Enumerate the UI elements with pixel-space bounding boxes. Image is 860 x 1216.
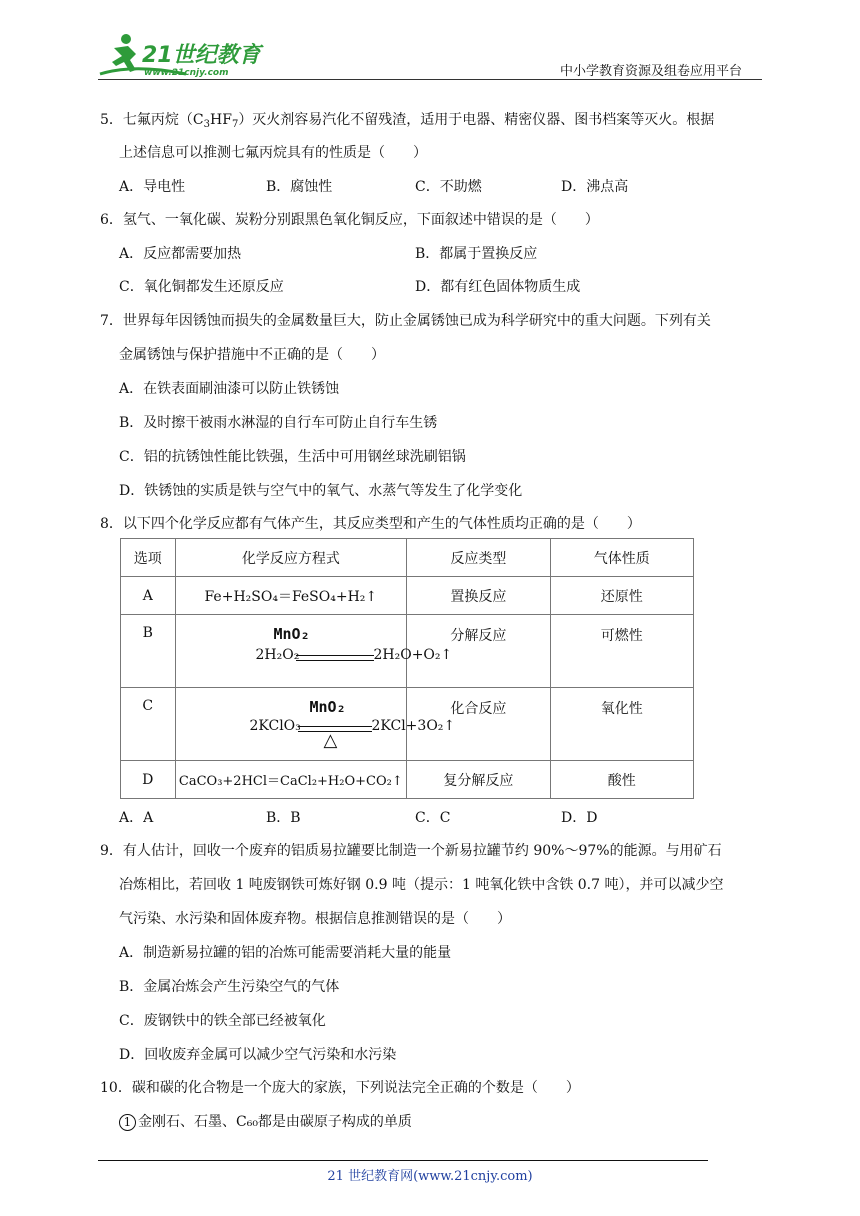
row-gas-property: 酸性 [550,761,693,799]
row-option: D [121,761,176,799]
q9-line2: 冶炼相比，若回收 1 吨废钢铁可炼好钢 0.9 吨（提示：1 吨氧化铁中含铁 0.7 吨），并可以减少空 [119,877,724,893]
q8-line1: 8．以下四个化学反应都有气体产生，其反应类型和产生的气体性质均正确的是（ ） [100,516,641,532]
site-logo [96,30,266,80]
q5-option-c: C．不助燃 [415,179,482,195]
header-equation: 化学反应方程式 [175,539,407,577]
row-reaction-type: 化合反应 [407,688,550,761]
row-reaction-type: 置换反应 [407,577,550,615]
q9-option-a: A．制造新易拉罐的铝的冶炼可能需要消耗大量的能量 [119,945,452,961]
q8-option-c: C．C [415,810,451,826]
row-gas-property: 可燃性 [550,615,693,688]
q5-option-b: B．腐蚀性 [266,179,333,195]
reaction-arrow [296,655,374,661]
q5-option-d: D．沸点高 [561,179,629,195]
catalyst-label: MnO₂ [273,625,310,643]
logo-text: 21世纪教育 [142,43,261,68]
equation-left: 2H₂O₂ [255,647,300,663]
q6-line1: 6．氢气、一氧化碳、炭粉分别跟黑色氧化铜反应，下面叙述中错误的是（ ） [100,212,599,228]
table-row [121,577,694,615]
row-reaction-type: 复分解反应 [407,761,550,799]
q10-line1: 10．碳和碳的化合物是一个庞大的家族，下列说法完全正确的个数是（ ） [100,1080,580,1096]
heat-symbol: △ [323,730,338,751]
row-equation: Fe+H₂SO₄＝FeSO₄+H₂↑ [175,577,407,615]
q7-line2: 金属锈蚀与保护措施中不正确的是（ ） [119,347,385,363]
q10-item1: 1 金刚石、石墨、C₆₀都是由碳原子构成的单质 [119,1111,412,1131]
row-equation [175,615,453,688]
reaction-table [120,538,694,799]
table-row [121,688,694,761]
footer-divider [98,1160,708,1161]
row-option: B [121,615,176,688]
row-option: C [121,688,176,761]
equation-right: 2H₂O+O₂↑ [373,647,453,663]
equation-right: 2KCl+3O₂↑ [371,718,456,734]
q9-line1: 9．有人估计，回收一个废弃的铝质易拉罐要比制造一个新易拉罐节约 90%～97%的能源。与用矿石 [100,843,722,859]
q5-line2: 上述信息可以推测七氟丙烷具有的性质是（ ） [119,145,427,161]
q9-option-c: C．废钢铁中的铁全部已经被氧化 [119,1013,326,1029]
q7-option-a: A．在铁表面刷油漆可以防止铁锈蚀 [119,381,340,397]
q5-option-a: A．导电性 [119,179,186,195]
table-row [121,761,694,799]
q6-option-a: A．反应都需要加热 [119,246,242,262]
q8-option-b: B．B [266,810,301,826]
row-option: A [121,577,176,615]
row-gas-property: 还原性 [550,577,693,615]
q6-option-c: C．氧化铜都发生还原反应 [119,279,284,295]
table-header-row [121,539,694,577]
row-gas-property: 氧化性 [550,688,693,761]
q9-line3: 气污染、水污染和固体废弃物。根据信息推测错误的是（ ） [119,911,511,927]
q5-line1: 5．七氟丙烷$(C_3HF_7)$灭火剂容易汽化不留残渣，适用于电器、精密仪器、图书档案等灭火。根据 [100,112,715,130]
q7-option-c: C．铝的抗锈蚀性能比铁强，生活中可用钢丝球洗刷铝锅 [119,449,466,465]
header-reaction-type: 反应类型 [407,539,550,577]
header-platform-name: 中小学教育资源及组卷应用平台 [560,64,743,79]
q7-option-b: B．及时擦干被雨水淋湿的自行车可防止自行车生锈 [119,415,438,431]
equation-left: 2KClO₃ [249,718,301,734]
circled-number: 1 [119,1114,136,1131]
row-equation: CaCO₃+2HCl＝CaCl₂+H₂O+CO₂↑ [175,761,407,799]
header-gas-property: 气体性质 [550,539,693,577]
table-row [121,615,694,688]
header-divider [98,79,762,80]
q9-option-d: D．回收废弃金属可以减少空气污染和水污染 [119,1047,397,1063]
q6-option-d: D．都有红色固体物质生成 [415,279,581,295]
logo-url: www.21cnjy.com [144,68,229,78]
q6-option-b: B．都属于置换反应 [415,246,538,262]
row-equation [175,688,456,761]
header-option: 选项 [121,539,176,577]
row-reaction-type: 分解反应 [407,615,550,688]
q9-option-b: B．金属冶炼会产生污染空气的气体 [119,979,340,995]
q8-option-d: D．D [561,810,598,826]
q7-option-d: D．铁锈蚀的实质是铁与空气中的氧气、水蒸气等发生了化学变化 [119,483,523,499]
footer-link[interactable]: 21 世纪教育网(www.21cnjy.com) [327,1169,533,1184]
q8-option-a: A．A [119,810,154,826]
q7-line1: 7．世界每年因锈蚀而损失的金属数量巨大，防止金属锈蚀已成为科学研究中的重大问题。下列有关 [100,313,711,329]
catalyst-label: MnO₂ [309,698,346,716]
